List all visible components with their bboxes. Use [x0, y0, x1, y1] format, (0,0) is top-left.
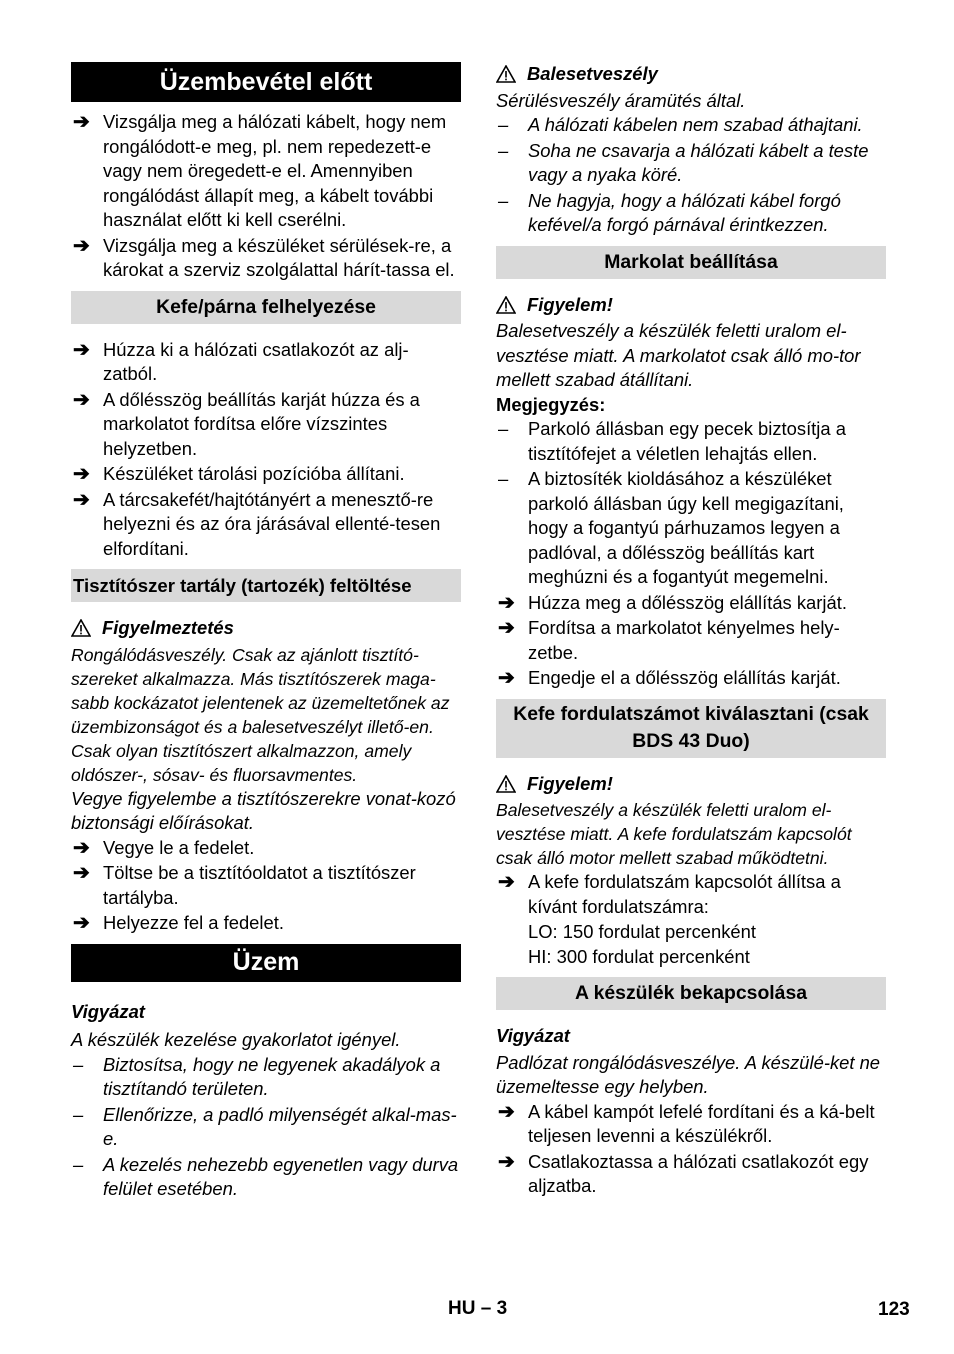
arrow-icon: ➔ [498, 667, 515, 689]
arrow-icon: ➔ [73, 234, 90, 257]
note-label: Megjegyzés: [496, 393, 606, 415]
section-title-operation: Üzem [71, 944, 461, 982]
speed-lo: LO: 150 fordulat percenként [528, 921, 756, 942]
page-number: 123 [878, 1299, 910, 1320]
arrow-icon: ➔ [73, 463, 90, 485]
caution-text: Padlózat rongálódásveszélye. A készülé-ket ne üzemeltesse egy helyben. [496, 1051, 881, 1097]
arrow-icon: ➔ [73, 388, 90, 411]
tank-steps [71, 836, 461, 936]
dash-bullet: – [73, 1153, 84, 1175]
dash-bullet: – [73, 1053, 84, 1075]
dash-bullet: – [73, 1103, 84, 1125]
list-item: ➔ A tárcsakefét/hajtótányért a menesztő-re helyezni és az óra járásával ellenté-tesen elfordítani. [73, 488, 441, 559]
warning-text: Rongálódásveszély. Csak az ajánlott tisztító-szereket alkalmazza. Más tisztítószerek maga-sabb kockázatot jelentenek az üzemeltetőnek az üzembizonságot és a balesetveszélyt illető-en. Csak olyan tisztítószert alkalmazzon, amely oldószer-, sósav- és fluorsavmentes. [71, 644, 450, 785]
warning-triangle-icon [496, 65, 516, 83]
list-item: – A kezelés nehezebb egyenetlen vagy durva felület esetében. [73, 1153, 459, 1199]
arrow-icon: ➔ [73, 488, 90, 511]
arrow-icon: ➔ [73, 836, 90, 859]
arrow-icon: ➔ [73, 111, 90, 133]
note-list [496, 417, 886, 590]
attention-heading: Figyelem! [496, 772, 886, 797]
dash-bullet: – [498, 418, 509, 439]
attention-heading: Figyelem! [496, 293, 886, 318]
list-item: ➔ Vizsgálja meg a készüléket sérülések-re, a károkat a szerviz szolgálattal hárít-tassa el. [73, 234, 455, 280]
arrow-icon: ➔ [73, 338, 90, 361]
section-title-before-start: Üzembevétel előtt [71, 62, 461, 102]
list-item: ➔ A kábel kampót lefelé fordítani és a ká-belt teljesen levenni a készülékről. [498, 1100, 875, 1146]
attention-text: Balesetveszély a készülék feletti uralom el-vesztése miatt. A kefe fordulatszám kapcsolót csak álló motor mellett szabad működtetni. [496, 800, 852, 868]
list-item: – Ne hagyja, hogy a hálózati kábel forgó kefével/a forgó párnával érintkezzen. [498, 189, 841, 235]
section-heading-switch-on: A készülék bekapcsolása [496, 977, 886, 1010]
switch-on-steps [496, 1100, 886, 1199]
dash-bullet: – [498, 114, 509, 135]
arrow-icon: ➔ [498, 1100, 515, 1123]
list-item: ➔ Húzza meg a dőlésszög elállítás karját. [498, 591, 847, 614]
list-item: ➔ Helyezze fel a fedelet. [73, 912, 284, 934]
section-heading-detergent-tank: Tisztítószer tartály (tartozék) feltöltése [71, 569, 461, 602]
arrow-icon: ➔ [498, 617, 515, 639]
arrow-icon: ➔ [73, 912, 90, 934]
warning-text-2: Vegye figyelembe a tisztítószerekre vonat-kozó biztonsági előírásokat. [71, 787, 456, 833]
list-item: ➔ Vegye le a fedelet. [73, 836, 255, 859]
dash-bullet: – [498, 139, 509, 161]
list-item: ➔ Húzza ki a hálózati csatlakozót az alj-zatból. [73, 338, 409, 384]
caution-label: Vigyázat [496, 1025, 570, 1046]
list-item: – Parkoló állásban egy pecek biztosítja a tisztítófejet a véletlen lehajtás ellen. [498, 418, 846, 464]
warning-triangle-icon [71, 619, 91, 637]
warning-heading: Figyelmeztetés [71, 616, 461, 641]
list-item: – Soha ne csavarja a hálózati kábelt a teste vagy a nyaka köré. [498, 139, 869, 185]
list-item: ➔ Engedje el a dőlésszög elállítás karját. [498, 667, 841, 689]
section-heading-brush: Kefe/párna felhelyezése [71, 291, 461, 324]
right-column [496, 62, 886, 1200]
warning-triangle-icon [496, 296, 516, 314]
brush-steps [71, 338, 461, 562]
list-item: ➔ Vizsgálja meg a hálózati kábelt, hogy nem rongálódott-e meg, pl. nem repedezett-e vagy nem öregedett-e el. Amennyiben rongálódást állapít meg, a kábelt további használat előtt ki kell cserélni. [73, 111, 447, 230]
danger-heading: Balesetveszély [496, 62, 886, 87]
warning-triangle-icon [496, 775, 516, 793]
list-item: ➔ Fordítsa a markolatot kényelmes hely-zetbe. [498, 617, 840, 663]
list-item: ➔ A kefe fordulatszám kapcsolót állítsa a kívánt fordulatszámra: [498, 871, 841, 917]
list-item: ➔ Töltse be a tisztítóoldatot a tisztítószer tartályba. [73, 862, 416, 908]
caution-list [71, 1053, 461, 1202]
left-column [71, 62, 461, 1203]
list-item: ➔ Csatlakoztassa a hálózati csatlakozót egy aljzatba. [498, 1150, 869, 1196]
danger-text: Sérülésveszély áramütés által. [496, 89, 746, 111]
handle-steps [496, 591, 886, 691]
caution-label: Vigyázat [71, 1000, 145, 1022]
list-item: – A hálózati kábelen nem szabad áthajtani. [496, 113, 886, 138]
list-item: – A biztosíték kioldásához a készüléket parkoló állásban úgy kell megigazítani, hogy a fogantyú párhuzamos legyen a padlóval, a dőlésszög beállítás kart meghúzni és a fogantyút megemelni. [498, 468, 844, 587]
dash-bullet: – [498, 468, 509, 489]
speed-hi: HI: 300 fordulat percenként [528, 945, 750, 967]
caution-text: A készülék kezelése gyakorlatot igényel. [71, 1029, 401, 1050]
danger-list [496, 113, 886, 238]
list-item: – Ellenőrizze, a padló milyenségét alkal-mas-e. [73, 1103, 457, 1149]
list-item: ➔ A dőlésszög beállítás karját húzza és a markolatot fordítsa előre vízszintes helyzetben. [73, 388, 420, 459]
list-item: – Biztosítsa, hogy ne legyenek akadályok a tisztítandó területen. [73, 1053, 441, 1099]
section-heading-brush-speed: Kefe fordulatszámot kiválasztani (csak BDS 43 Duo) [496, 699, 886, 758]
section-heading-handle: Markolat beállítása [496, 246, 886, 279]
attention-text: Balesetveszély a készülék feletti uralom el-vesztése miatt. A markolatot csak álló mo-tor mellett szabad átállítani. [496, 320, 861, 390]
footer-section-label: HU – 3 [448, 1298, 508, 1319]
arrow-icon: ➔ [73, 862, 90, 884]
list-item: ➔ Készüléket tárolási pozícióba állítani. [73, 463, 405, 485]
arrow-icon: ➔ [498, 871, 515, 893]
dash-bullet: – [498, 189, 509, 211]
arrow-icon: ➔ [498, 591, 515, 614]
arrow-icon: ➔ [498, 1150, 515, 1173]
intro-list [71, 110, 461, 283]
